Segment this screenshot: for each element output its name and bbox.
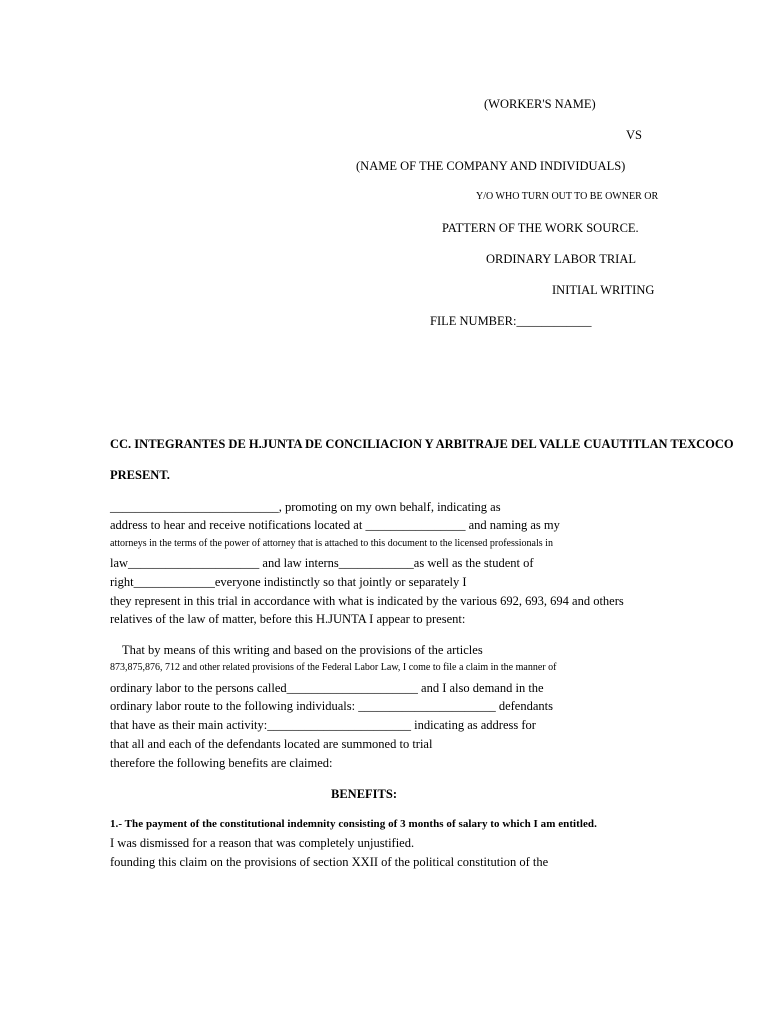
writing-type: INITIAL WRITING (552, 283, 655, 297)
trial-type: ORDINARY LABOR TRIAL (486, 252, 637, 266)
benefits-heading: BENEFITS: (331, 787, 397, 801)
paragraph1-line: address to hear and receive notifications located at ________________ and naming as my (110, 518, 560, 532)
paragraph1-line: right_____________everyone indistinctly so that jointly or separately I (110, 575, 467, 589)
pattern-line: PATTERN OF THE WORK SOURCE. (442, 221, 639, 235)
addressee: CC. INTEGRANTES DE H.JUNTA DE CONCILIACION Y ARBITRAJE DEL VALLE CUAUTITLAN TEXCOCO (110, 437, 734, 451)
owner-line: Y/O WHO TURN OUT TO BE OWNER OR (476, 191, 659, 202)
worker-name: (WORKER'S NAME) (484, 97, 596, 111)
paragraph2-line: That by means of this writing and based on the provisions of the articles (122, 643, 483, 657)
paragraph1-line: relatives of the law of matter, before this H.JUNTA I appear to present: (110, 612, 466, 626)
versus-label: VS (626, 128, 642, 142)
paragraph2-line: that have as their main activity:_______________________ indicating as address for (110, 718, 536, 732)
paragraph2-line: ordinary labor to the persons called_____________________ and I also demand in the (110, 681, 544, 695)
paragraph1-line: ___________________________, promoting on my own behalf, indicating as (110, 500, 501, 514)
paragraph2-line: therefore the following benefits are claimed: (110, 756, 333, 770)
paragraph2-line: that all and each of the defendants located are summoned to trial (110, 737, 433, 751)
company-name: (NAME OF THE COMPANY AND INDIVIDUALS) (356, 159, 626, 173)
benefit1-line: I was dismissed for a reason that was completely unjustified. (110, 836, 415, 850)
paragraph1-line: law_____________________ and law interns____________as well as the student of (110, 556, 534, 570)
present-heading: PRESENT. (110, 468, 170, 482)
benefit1-title: 1.- The payment of the constitutional indemnity consisting of 3 months of salary to which I am entitled. (110, 818, 597, 830)
benefit1-line: founding this claim on the provisions of section XXII of the political constitution of the (110, 855, 549, 869)
file-number: FILE NUMBER:____________ (430, 314, 592, 328)
paragraph2-line: ordinary labor route to the following individuals: ______________________ defendants (110, 699, 553, 713)
paragraph1-line: they represent in this trial in accordance with what is indicated by the various 692, 693, 694 and others (110, 594, 624, 608)
paragraph1-line: attorneys in the terms of the power of attorney that is attached to this document to the licensed professionals in (110, 538, 553, 549)
paragraph2-line: 873,875,876, 712 and other related provisions of the Federal Labor Law, I come to file a claim in the manner of (110, 662, 557, 673)
